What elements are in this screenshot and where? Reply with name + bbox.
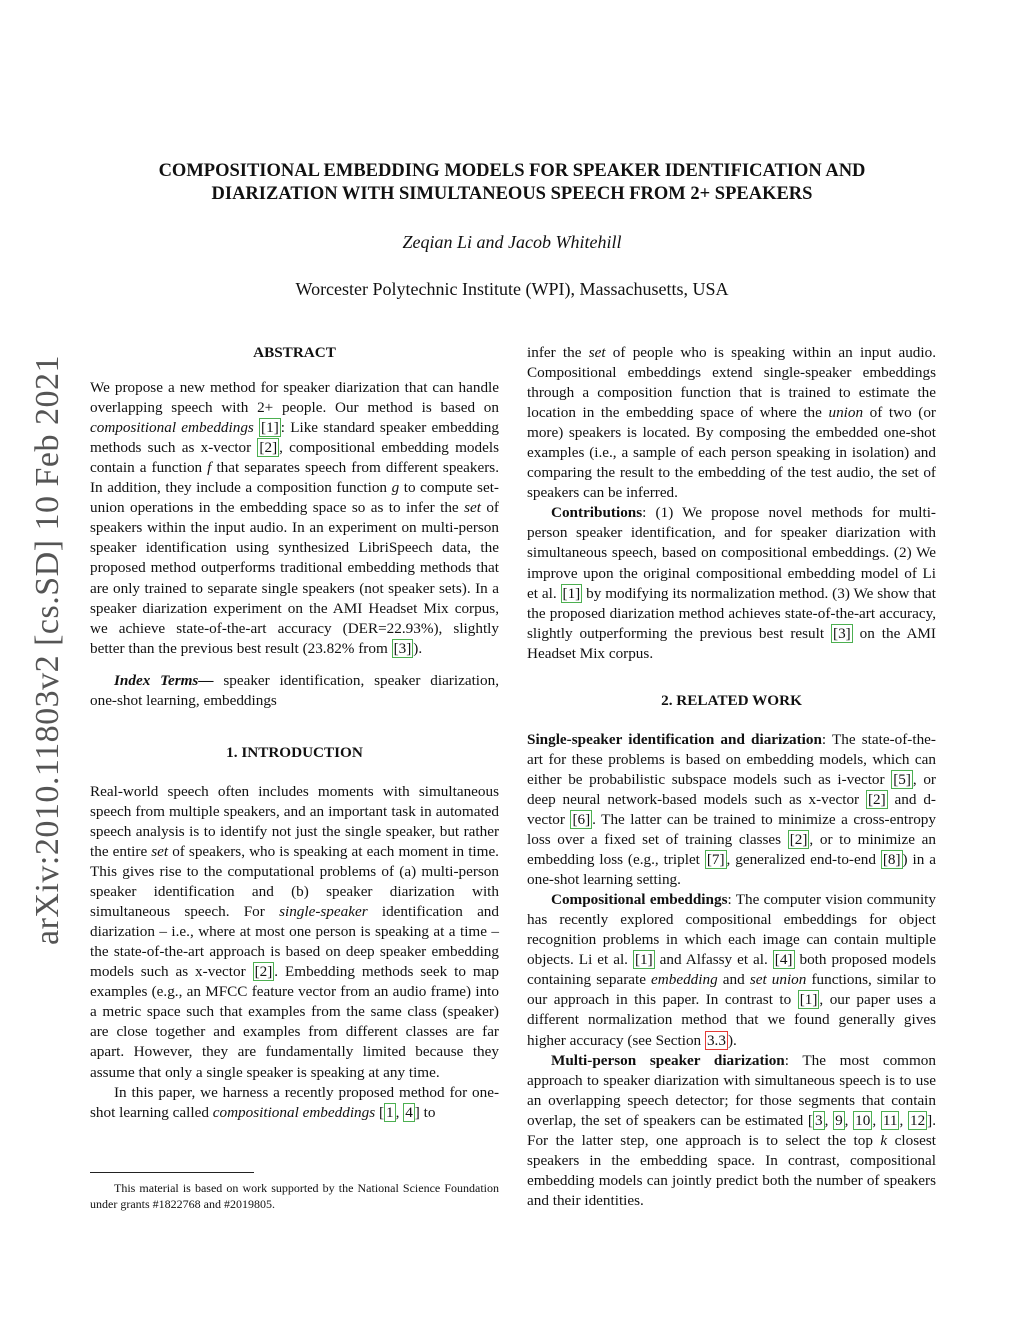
introduction-heading: 1. INTRODUCTION xyxy=(226,743,363,761)
intro-paragraph-1: Real-world speech often includes moments with simultaneous speech from multiple speakers, and an important task in automated speech analysis is to identify not just the single speaker, but rather the entire set of speakers, who is speaking at each moment in time. This gives rise to the computational problems of (a) multi-person speaker identification and (b) speaker diarization with simultaneous speech. For single-speaker identification and diarization – i.e., where at most one person is speaking at a time – the state-of-the-art approach is based on deep speaker embedding models such as x-vector [2] . Embedding methods seek to map examples (e.g., an MFCC feature vector from an audio frame) into a metric space such that examples from the same class (speaker) are close together and examples from different classes are far apart. However, they are fundamentally limited because they assume that only a single speaker is speaking at any time. xyxy=(90,782,499,1081)
related-paragraph-3: Multi-person speaker diarization: The most common approach to speaker diarization with simultaneous speech is to use an overlapping speech detector; for those segments that contain overlap, the set of speakers can be estimated [ 3 , 9 , 10 , 11 , 12 ]. For the latter step, one approach is to select the top k closest speakers in the embedding space. In contrast, compositional embedding models can jointly predict both the number of speakers and their identities. xyxy=(527,1051,937,1209)
related-paragraph-2: Compositional embeddings: The computer vision community has recently explored compositional embeddings for object recognition problems in which each image can contain multiple objects. Li et al. [1] and Alfassy et al. [4] both proposed models containing separate embedding and set union functions, similar to our approach in this paper. In contrast to [1] , our paper uses a different normalization method that we found generally gives higher accuracy (see Section 3.3 ). xyxy=(527,891,936,1049)
abstract-text: We propose a new method for speaker diarization that can handle overlapping speech with 2+ people. Our method is based on compositional embeddings [1] : Like standard speaker embedding methods such as x-vector [2] , compositional embedding models contain a function f that separates speech from different speakers. In addition, they include a composition function g to compute set-union operations in the embedding space so as to infer the set of speakers within the input audio. In an experiment on multi-person speaker identification using synthesized LibriSpeech data, the proposed method outperforms traditional embedding methods that are only trained to separate single speakers (not speaker sets). In a speaker diarization experiment on the AMI Headset Mix corpus, we achieve state-of-the-art accuracy (DER=22.93%), slightly better than the previous best result (23.82% from [3] ). xyxy=(90,379,499,657)
citation-link[interactable]: [2] xyxy=(789,831,808,849)
footnote-divider xyxy=(90,1172,254,1173)
abstract-heading: ABSTRACT xyxy=(253,344,336,361)
title-line-2: DIARIZATION WITH SIMULTANEOUS SPEECH FROM 2+ SPEAKERS xyxy=(211,184,813,204)
citation-link[interactable]: [3] xyxy=(393,639,412,657)
contributions-paragraph: Contributions: (1) We propose novel methods for multi-person speaker identification, and for speaker diarization with simultaneous speech, based on compositional embeddings. (2) We improve upon the original compositional embedding model of Li et al. [1] by modifying its normalization method. (3) We show that the proposed diarization method achieves state-of-the-art accuracy, slightly outperforming the previous best result [3] on the AMI Headset Mix corpus. xyxy=(527,504,937,662)
index-terms-label: Index Terms— xyxy=(114,671,214,689)
affiliation: Worcester Polytechnic Institute (WPI), Massachusetts, USA xyxy=(295,279,729,299)
citation-link[interactable]: [7] xyxy=(706,851,725,869)
citation-link[interactable]: [1] xyxy=(799,991,818,1009)
footnote: This material is based on work supported by the National Science Foundation under grants #1822768 and #2019805. xyxy=(90,1181,499,1211)
citation-link[interactable]: [3] xyxy=(833,624,851,642)
citation-link[interactable]: [1] xyxy=(261,419,279,437)
citation-link[interactable]: 4 xyxy=(405,1103,413,1121)
contributions-label: Contributions xyxy=(551,504,643,522)
citation-link[interactable]: [2] xyxy=(867,790,886,808)
paper-title xyxy=(100,160,924,206)
citation-link[interactable]: 11 xyxy=(882,1111,898,1129)
right-column xyxy=(527,343,936,1211)
section-reference-link[interactable]: 3.3 xyxy=(706,1031,726,1049)
citation-link[interactable]: [5] xyxy=(893,770,911,788)
citation-link[interactable]: 10 xyxy=(855,1111,871,1129)
intro-paragraph-2: In this paper, we harness a recently proposed method for one-shot learning called compositional embeddings [ 1 , 4 ] to xyxy=(90,1083,499,1121)
citation-link[interactable]: [6] xyxy=(572,810,591,828)
citation-link[interactable]: 12 xyxy=(909,1111,926,1129)
citation-link[interactable]: [4] xyxy=(774,951,793,969)
citation-link[interactable]: [1] xyxy=(634,951,653,969)
citation-link[interactable]: 9 xyxy=(835,1111,843,1129)
authors: Zeqian Li and Jacob Whitehill xyxy=(402,232,622,252)
arxiv-identifier: arXiv:2010.11803v2 [cs.SD] 10 Feb 2021 xyxy=(29,354,66,946)
intro-continuation: infer the set of people who is speaking within an input audio. Compositional embeddings extend single-speaker embeddings through a composition function that is trained to estimate the location in the embedding space of where the union of two (or more) speakers is located. By composing the embedded one-shot examples (i.e., a sample of each person speaking in isolation) and comparing the result to the embedding of the test audio, the set of speakers can be inferred. xyxy=(527,344,936,502)
title-line-1: COMPOSITIONAL EMBEDDING MODELS FOR SPEAKER IDENTIFICATION AND xyxy=(158,161,866,181)
related-paragraph-1: Single-speaker identification and diarization: The state-of-the-art for these problems is based on embedding models, which can either be probabilistic subspace models such as i-vector [5] , or deep neural network-based models such as x-vector [2] and d-vector [6] . The latter can be trained to minimize a cross-entropy loss over a fixed set of training classes [2] , or to minimize an embedding loss (e.g., triplet [7] , generalized end-to-end [8] ) in a one-shot learning setting. xyxy=(527,730,936,889)
related-work-heading: 2. RELATED WORK xyxy=(661,691,802,709)
citation-link[interactable]: [2] xyxy=(254,963,273,981)
citation-link[interactable]: 3 xyxy=(814,1111,823,1129)
index-terms: Index Terms— speaker identification, speaker diarization, one-shot learning, embeddings xyxy=(90,671,499,709)
citation-link[interactable]: [2] xyxy=(259,439,278,457)
citation-link[interactable]: 1 xyxy=(386,1103,394,1121)
citation-link[interactable]: [1] xyxy=(562,584,581,602)
citation-link[interactable]: [8] xyxy=(882,851,901,869)
left-column xyxy=(90,343,499,1123)
